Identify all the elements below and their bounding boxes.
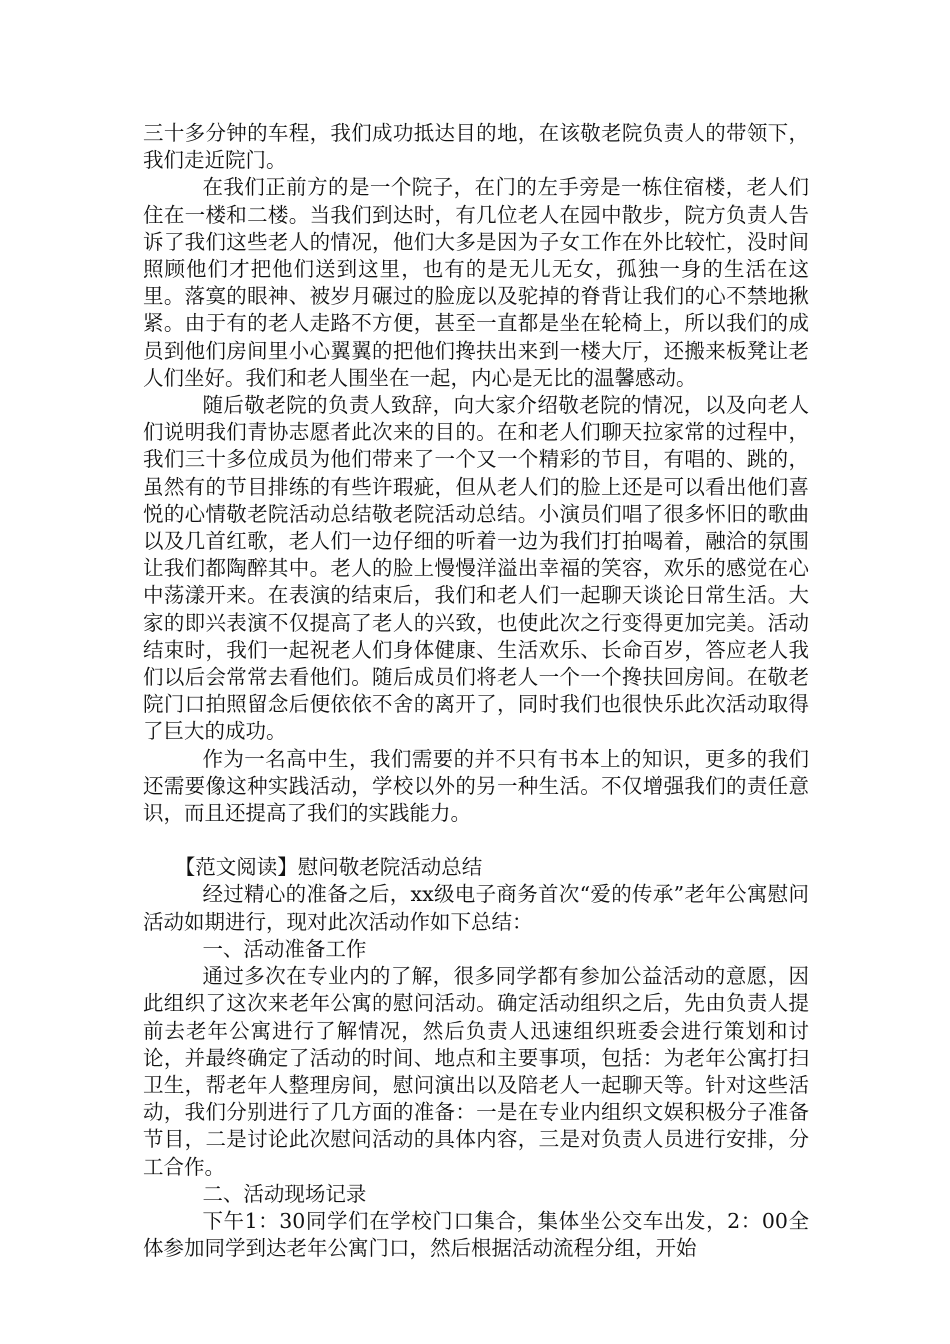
paragraph-preparation: 通过多次在专业内的了解，很多同学都有参加公益活动的意愿，因此组织了这次来老年公寓的慰问活动。确定活动组织之后，先由负责人提前去老年公寓进行了解情况，然后负责人迅速组织班委会进行策划和讨论，并最终确定了活动的时间、地点和主要事项，包括：为老年公寓打扫卫生，帮老年人整理房间，慰问演出以及陪老人一起聊天等。针对这些活动，我们分别进行了几方面的准备：一是在专业内组织文娱积极分子准备节目，二是讨论此次慰问活动的具体内容，三是对负责人员进行安排，分工合作。 — [143, 964, 809, 1179]
section-heading-sample-reading: 【范文阅读】慰问敬老院活动总结 — [174, 855, 483, 880]
document-page — [143, 120, 809, 1262]
paragraph-arrival: 三十多分钟的车程，我们成功抵达目的地，在该敬老院负责人的带领下，我们走近院门。 — [143, 121, 809, 173]
paragraph-intro: 经过精心的准备之后，xx级电子商务首次“爱的传承”老年公寓慰问活动如期进行，现对此次活动作如下总结： — [143, 882, 809, 934]
subheading-onsite-record: 二、活动现场记录 — [202, 1181, 367, 1206]
paragraph-reflection: 作为一名高中生，我们需要的并不只有书本上的知识，更多的我们还需要像这种实践活动，学校以外的另一种生活。不仅增强我们的责任意识，而且还提高了我们的实践能力。 — [143, 746, 809, 826]
paragraph-courtyard: 在我们正前方的是一个院子，在门的左手旁是一栋住宿楼，老人们住在一楼和二楼。当我们到达时，有几位老人在园中散步，院方负责人告诉了我们这些老人的情况，他们大多是因为子女工作在外比较忙，没时间照顾他们才把他们送到这里，也有的是无儿无女，孤独一身的生活在这里。落寞的眼神、被岁月碾过的脸庞以及驼掉的脊背让我们的心不禁地揪紧。由于有的老人走路不方便，甚至一直都是坐在轮椅上，所以我们的成员到他们房间里小心翼翼的把他们搀扶出来到一楼大厅，还搬来板凳让老人们坐好。我们和老人围坐在一起，内心是无比的温馨感动。 — [143, 175, 809, 390]
paragraph-onsite: 下午1：30同学们在学校门口集合，集体坐公交车出发，2：00全体参加同学到达老年公寓门口，然后根据活动流程分组，开始 — [143, 1208, 809, 1261]
subheading-preparation: 一、活动准备工作 — [202, 936, 367, 961]
paragraph-performance: 随后敬老院的负责人致辞，向大家介绍敬老院的情况，以及向老人们说明我们青协志愿者此次来的目的。在和老人们聊天拉家常的过程中，我们三十多位成员为他们带来了一个又一个精彩的节目，有唱的、跳的，虽然有的节目排练的有些许瑕疵，但从老人们的脸上还是可以看出他们喜悦的心情敬老院活动总结敬老院活动总结。小演员们唱了很多怀旧的歌曲以及几首红歌，老人们一边仔细的听着一边为我们打拍喝着，融洽的氛围让我们都陶醉其中。老人的脸上慢慢洋溢出幸福的笑容，欢乐的感觉在心中荡漾开来。在表演的结束后，我们和老人们一起聊天谈论日常生活。大家的即兴表演不仅提高了老人的兴致，也使此次之行变得更加完美。活动结束时，我们一起祝老人们身体健康、生活欢乐、长命百岁，答应老人我们以后会常常去看他们。随后成员们将老人一个一个搀扶回房间。在敬老院门口拍照留念后便依依不舍的离开了，同时我们也很快乐此次活动取得了巨大的成功。 — [143, 393, 809, 744]
